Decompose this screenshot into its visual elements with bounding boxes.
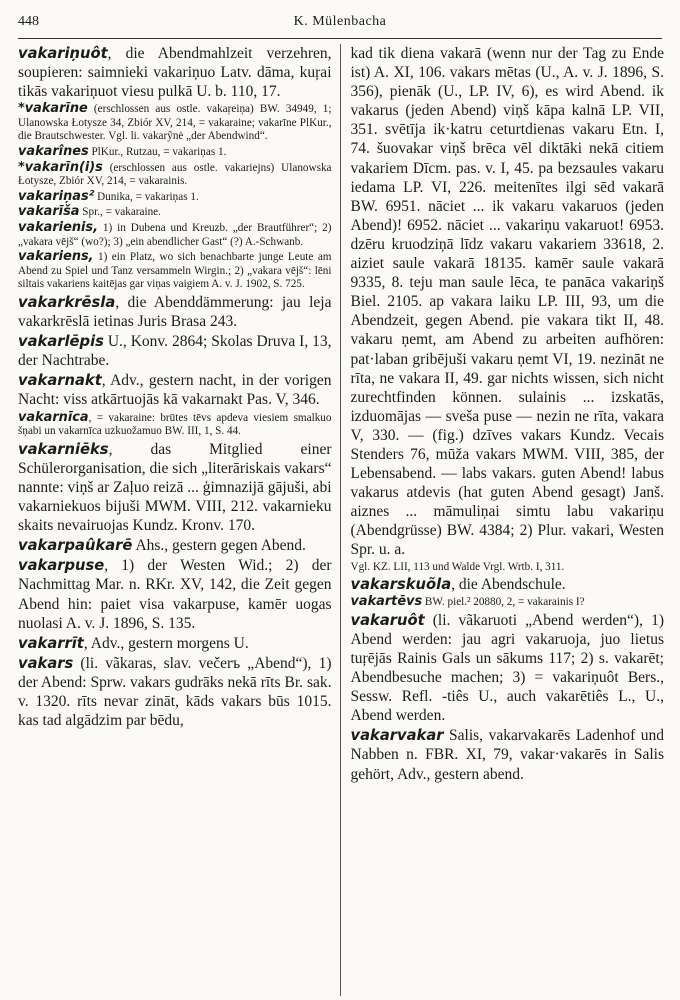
page-header <box>18 8 662 36</box>
entry-text: , das Mitglied einer Schülerorganisation, die sich „literāriskais vakars“ nannte: viņš ar Zaļuo reizā ... ģimnazijā gājuši, abi vakarniekuos bijuši MWM. VIII, 212. vakarnieku skaits nevairuojas Kundz. Kronv. 170. <box>18 440 332 535</box>
entry-headword: vakarnakt <box>18 372 102 390</box>
dictionary-entry <box>18 654 332 730</box>
dictionary-entry <box>351 561 665 575</box>
dictionary-entry <box>18 205 332 220</box>
entry-text: (li. vãkaruoti „Abend werden“), 1) Abend werden: jau agri vakaruoja, juo lietus tuŗējās Rainis Gals un sākums 117; 2) s. vakarēt; Abendbesuche machen; 3) = vakariņuôt Bers., Sessw. Refl. -tiês U., auch vakarētiês L., U., Abend werden. <box>350 611 664 725</box>
entry-headword: vakars <box>18 654 74 672</box>
two-column-body <box>18 44 664 996</box>
dictionary-entry <box>18 250 332 292</box>
dictionary-entry <box>18 634 332 653</box>
entry-headword: vakarpaûkarē <box>18 537 133 555</box>
entry-text: 1) ein Platz, wo sich benachbarte junge Leute am Abend zu Spiel und Tanz versammeln Wirgin.; 2) „vakara vējš“: lēni siltais vakariens kaitējas gar viņas vaigiem A. v. J. 1902, S. 725. <box>18 251 332 291</box>
entry-text: , die Abenddämmerung: jau leja vakarkrēslā ietinas Juris Brasa 243. <box>18 294 332 331</box>
entry-text: U., Konv. 2864; Skolas Druva I, 13, der Nachtrabe. <box>18 333 332 370</box>
dictionary-entry <box>18 221 332 249</box>
entry-headword: *vakarīne <box>18 101 88 117</box>
entry-text: 1) in Dubena und Kreuzb. „der Brautführer“; 2) „vakara vējš“ (wo?); 3) „ein abendlicher Gast“ (?) A.-Schwanb. <box>18 222 332 248</box>
entry-headword: vakarnīca <box>18 409 89 425</box>
entry-headword: vakarkrēsla <box>18 294 116 311</box>
entry-headword: vakarlēpis <box>18 333 104 351</box>
entry-text: Dunika, = vakariņas 1. <box>94 190 199 203</box>
dictionary-entry <box>351 575 665 594</box>
dictionary-entry <box>18 332 332 370</box>
entry-headword: vakariens, <box>18 249 94 265</box>
entry-text: PlKur., Rutzau, = vakariņas 1. <box>88 146 227 159</box>
entry-text: kad tik diena vakarā (wenn nur der Tag zu Ende ist) A. XI, 106. vakars mētas (U., A. v. J. 1896, S. 356), pienāk (U., LP. IV, 6), es wird Abend. ik vakarus (jeden Abend) viņš kāpa kalnā LP. VII, 351. svētīja ik·katru ceturtdienas vakaru Etn. I, 74. šuovakar viņš brēca vēl diktāki nekā citiem vakariem Dīcm. pas. v. I, 45. pa bezsaules vakaru iedama LP. VI, 226. meitenītes ilgi sēd vakarā BW. 6951. nāciet ... ik vakaru vakaruos (jeden Abend)! 6952. nāciet ... vakariņu vakaruot! 6953. dzēru kruodziņā līdz vakaru vakariem 33618, 2. aiziet saule vakarā 18135. kamēr saule vakarā 9335, 8. teju man saule lēca, te panāca vakariņš Biel. 2105. ap vakara laiku LP. III, 93, um die Abendzeit, gegen Abend. pie vakara tikt II, 48. vakaru ņemt, am Abend zu arbeiten aufhören: pat·laban gribējuši vakaru ņemt VI, 19. nezināt ne rīta, ne vakara II, 49. gar nichts wissen, sich nicht zurechtfinden können. sulainis ... izskatās, izduomājas — svešа puse — nezin ne rīta, vakara V, 330. — (fig.) dzīves vakars Kundz. Vecais Stenders 76, mūža vakars MWM. VIII, 385, der Lebensabend. — labs vakars. guten Abend! labus vakarus atdevis (hat guten Abend gesagt) Janš. aiznes ... māmuliņai simtu labu vakariņu (Abendgrüsse) BW. 4384; 2) Plur. vakari, Westen Spr. u. a. <box>350 45 664 559</box>
entry-headword: vakarīša <box>18 204 80 220</box>
dictionary-entry <box>18 536 332 555</box>
entry-text: Vgl. KZ. LII, 113 und Walde Vrgl. Wrtb. I, 311. <box>350 560 565 573</box>
dictionary-entry <box>351 726 665 783</box>
dictionary-entry <box>18 556 332 632</box>
entry-headword: vakariņuôt <box>18 45 108 62</box>
entry-headword: vakarienis, <box>18 220 98 236</box>
dictionary-entry <box>351 611 665 726</box>
header-rule <box>18 38 662 39</box>
entry-headword: vakarskuõla <box>350 576 452 594</box>
dictionary-entry <box>18 440 332 535</box>
right-column <box>340 44 665 996</box>
entry-text: Salis, vakarvakarēs Ladenhof und Nabben n. FBR. XI, 79, vakar·vakarēs in Salis gehört, Adv., gestern abend. <box>350 727 664 783</box>
entry-headword: vakarînes <box>18 144 89 160</box>
entry-text: , Adv., gestern nacht, in der vorigen Nacht: viss atkārtuojās kā vakarnakt Pas. V, 346. <box>18 372 332 409</box>
page-number: 448 <box>18 14 39 29</box>
dictionary-entry <box>18 190 332 205</box>
entry-headword: vakaruôt <box>350 611 425 629</box>
dictionary-entry <box>18 371 332 409</box>
entry-text: BW. piel.² 20880, 2, = vakarainis I? <box>422 596 585 609</box>
dictionary-entry <box>18 161 332 189</box>
entry-text: (erschlossen aus ostle. vakariejns) Ulanowska Łotysze, Zbiór XV, 214, = vakarainis. <box>18 161 332 188</box>
dictionary-entry <box>18 411 332 439</box>
entry-text: Ahs., gestern gegen Abend. <box>132 537 306 555</box>
entry-text: Spr., = vakaraine. <box>79 206 161 219</box>
entry-headword: vakarpuse <box>18 557 105 575</box>
dictionary-entry <box>18 102 332 144</box>
entry-text: , die Abendmahlzeit verzehren, soupieren: saimnieki vakariņuo Latv. dāma, kuŗai tikās vakariņuot viesu pulkā U. b. 110, 17. <box>18 45 332 101</box>
entry-headword: vakarniēks <box>18 440 109 458</box>
entry-text: , 1) der Westen Wid.; 2) der Nachmittag Mar. n. RKr. XV, 142, die Zeit gegen Abend hin: paiet visa vakarpuse, kamēr uogas nuolasi A. v. J. 1896, S. 135. <box>18 557 332 632</box>
entry-text: (li. vãkaras, slav. večerъ „Abend“), 1) der Abend: Sprw. vakars gudrāks nekā rīts Br. sak. v. 1320. rīts nevar zināt, kāds vakars būs 1015. kas tad algādzim par bēdu, <box>18 654 332 730</box>
entry-text: , = vakaraine: brūtes tēvs apdeva viesiem smalkuo šņabi un vakarnīca uzkuožamuo BW. III, 1, S. 44. <box>18 411 332 438</box>
dictionary-entry <box>351 595 665 610</box>
entry-headword: vakariņas² <box>18 188 95 204</box>
dictionary-entry <box>18 44 332 101</box>
entry-text: , die Abendschule. <box>451 576 566 594</box>
entry-text: , Adv., gestern morgens U. <box>83 634 249 652</box>
entry-text: (erschlossen aus ostle. vakaŗeiņa) BW. 34949, 1; Ulanowska Łotysze 34, Zbiór XV, 214, = vakaraine; vakarīne PlKur., die Brautschwester. Vgl. li. vakarỹnė „der Abendwind“. <box>18 103 332 143</box>
left-column <box>18 44 340 996</box>
entry-headword: vakartēvs <box>350 594 423 610</box>
entry-headword: *vakarīn(i)s <box>18 159 103 175</box>
dictionary-entry <box>18 145 332 160</box>
dictionary-entry <box>18 293 332 331</box>
entry-headword: vakarrīt <box>18 634 84 652</box>
entry-headword: vakarvakar <box>350 727 444 745</box>
dictionary-entry <box>351 44 665 560</box>
running-title: K. Mülenbacha <box>293 14 387 29</box>
